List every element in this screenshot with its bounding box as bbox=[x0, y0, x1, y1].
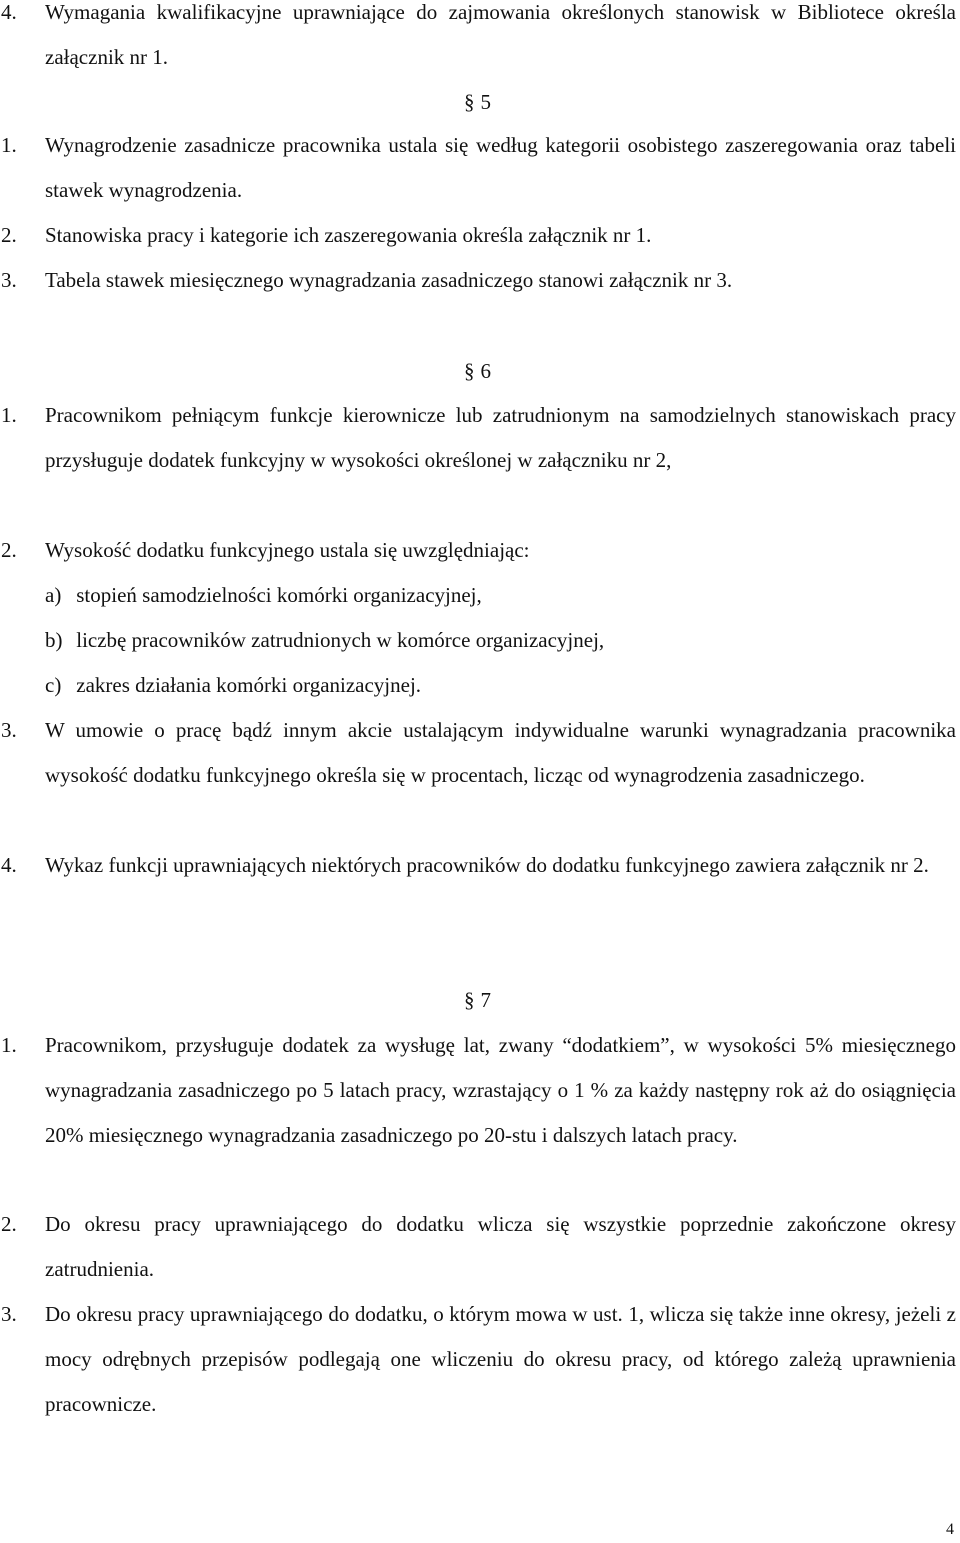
sub-item-text: stopień samodzielności komórki organizacyjnej, bbox=[76, 583, 482, 607]
item-text: Do okresu pracy uprawniającego do dodatku wlicza się wszystkie poprzednie zakończone okresy zatrudnienia. bbox=[45, 1212, 956, 1281]
item-text: Pracownikom pełniącym funkcje kierownicze lub zatrudnionym na samodzielnych stanowiskach pracy przysługuje dodatek funkcyjny w wysokości określonej w załączniku nr 2, bbox=[45, 403, 956, 472]
item-text: Tabela stawek miesięcznego wynagradzania zasadniczego stanowi załącznik nr 3. bbox=[45, 268, 733, 292]
paragraph-4-top bbox=[1, 0, 956, 80]
section-6-heading bbox=[464, 356, 491, 386]
section-6-item-2 bbox=[1, 528, 956, 573]
section-7-item-1 bbox=[1, 1023, 956, 1158]
section-6-item-3 bbox=[1, 708, 956, 798]
section-7-item-2 bbox=[1, 1202, 956, 1292]
sub-item-a bbox=[45, 573, 956, 618]
item-text: Wykaz funkcji uprawniających niektórych pracowników do dodatku funkcyjnego zawiera załącznik nr 2. bbox=[45, 853, 929, 877]
item-number: 3. bbox=[1, 718, 17, 742]
section-7-item-3 bbox=[1, 1292, 956, 1427]
section-symbol: § bbox=[464, 988, 475, 1012]
item-text: Stanowiska pracy i kategorie ich zaszeregowania określa załącznik nr 1. bbox=[45, 223, 652, 247]
section-number: 5 bbox=[480, 90, 491, 114]
item-text: Wymagania kwalifikacyjne uprawniające do zajmowania określonych stanowisk w Bibliotece określa załącznik nr 1. bbox=[45, 0, 956, 69]
section-5-item-2 bbox=[1, 213, 956, 258]
item-number: 1. bbox=[1, 1033, 17, 1057]
item-number: 3. bbox=[1, 1302, 17, 1326]
section-5-item-1 bbox=[1, 123, 956, 213]
item-text: Wynagrodzenie zasadnicze pracownika ustala się według kategorii osobistego zaszeregowania oraz tabeli stawek wynagrodzenia. bbox=[45, 133, 956, 202]
sub-item-label: b) bbox=[45, 628, 63, 652]
item-number: 2. bbox=[1, 223, 17, 247]
sub-item-b bbox=[45, 618, 956, 663]
sub-item-label: a) bbox=[45, 583, 62, 607]
item-text: W umowie o pracę bądź innym akcie ustalającym indywidualne warunki wynagradzania pracownika wysokość dodatku funkcyjnego określa się w procentach, licząc od wynagrodzenia zasadniczego. bbox=[45, 718, 956, 787]
section-symbol: § bbox=[464, 359, 475, 383]
section-symbol: § bbox=[464, 90, 475, 114]
section-5-heading bbox=[464, 87, 491, 117]
item-number: 2. bbox=[1, 538, 17, 562]
item-number: 1. bbox=[1, 133, 17, 157]
item-number: 4. bbox=[1, 853, 17, 877]
item-text: Pracownikom, przysługuje dodatek za wysługę lat, zwany “dodatkiem”, w wysokości 5% miesięcznego wynagradzania zasadniczego po 5 latach pracy, wzrastający o 1 % za każdy następny rok aż do osiągnięcia 20% miesięcznego wynagradzania zasadniczego po 20-stu i dalszych latach pracy. bbox=[45, 1033, 956, 1147]
section-number: 7 bbox=[480, 988, 491, 1012]
item-number: 1. bbox=[1, 403, 17, 427]
section-6-item-1 bbox=[1, 393, 956, 483]
section-6-item-4 bbox=[1, 843, 956, 888]
section-7-heading bbox=[464, 985, 491, 1015]
sub-item-text: liczbę pracowników zatrudnionych w komórce organizacyjnej, bbox=[76, 628, 605, 652]
item-text: Wysokość dodatku funkcyjnego ustala się uwzględniając: bbox=[45, 538, 530, 562]
item-number: 2. bbox=[1, 1212, 17, 1236]
sub-item-c bbox=[45, 663, 956, 708]
section-5-item-3 bbox=[1, 258, 956, 303]
page-number: 4 bbox=[946, 1521, 954, 1538]
item-text: Do okresu pracy uprawniającego do dodatku, o którym mowa w ust. 1, wlicza się także inne okresy, jeżeli z mocy odrębnych przepisów podlegają one wliczeniu do okresu pracy, od którego zależą uprawnienia pracownicze. bbox=[45, 1302, 956, 1416]
sub-item-text: zakres działania komórki organizacyjnej. bbox=[76, 673, 422, 697]
sub-item-label: c) bbox=[45, 673, 62, 697]
item-number: 4. bbox=[1, 0, 17, 24]
section-number: 6 bbox=[480, 359, 491, 383]
item-number: 3. bbox=[1, 268, 17, 292]
